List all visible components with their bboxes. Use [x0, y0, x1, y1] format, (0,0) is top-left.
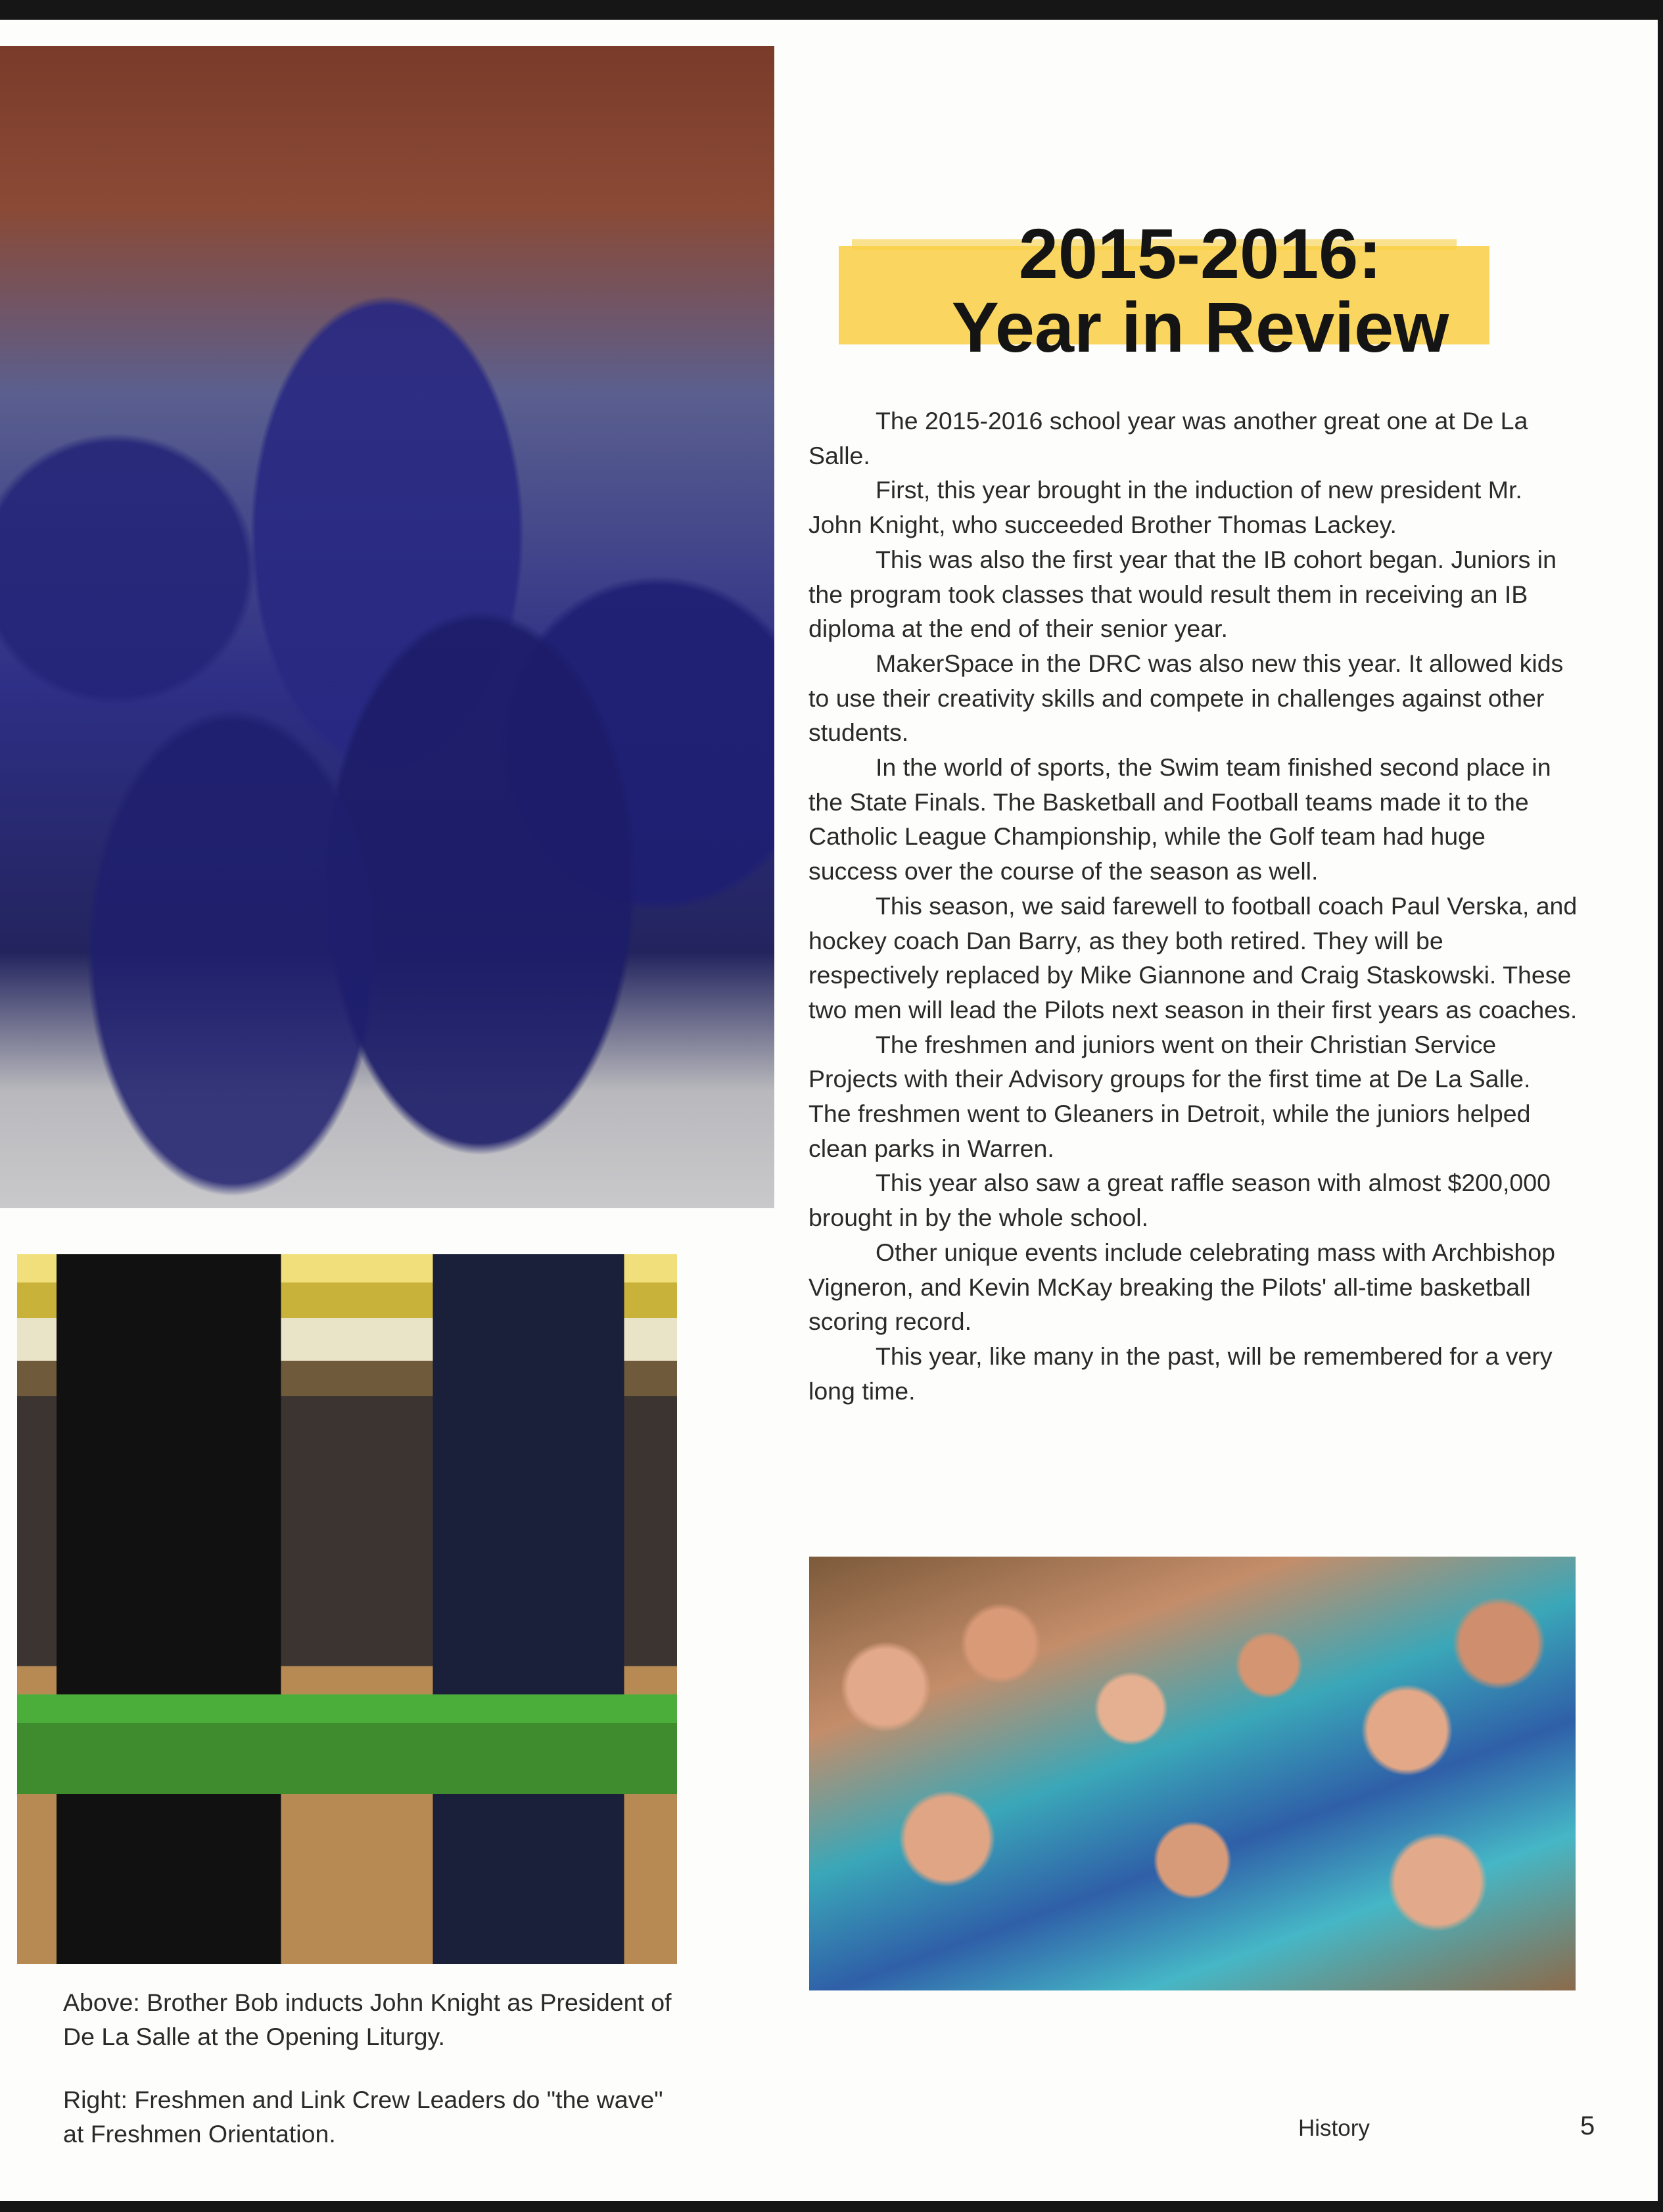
article-paragraph: The freshmen and juniors went on their Christian Service Projects with their Advisory groups for the first time at De La Salle. The freshmen went to Gleaners in Detroit, while the juniors helped clean parks in Warren.	[808, 1030, 1531, 1162]
article-paragraph: First, this year brought in the induction of new president Mr. John Knight, who succeeded Brother Thomas Lackey.	[808, 476, 1522, 539]
article-paragraph: In the world of sports, the Swim team finished second place in the State Finals. The Basketball and Football teams made it to the Catholic League Championship, while the Golf team had huge success over the course of the season as well.	[808, 753, 1551, 885]
freshmen-orientation-photo	[809, 1557, 1576, 1990]
page-number: 5	[1580, 2111, 1595, 2140]
caption-right: Right: Freshmen and Link Crew Leaders do "the wave" at Freshmen Orientation.	[63, 2086, 663, 2148]
page-sheet	[0, 20, 1658, 2201]
article-paragraph: This was also the first year that the IB cohort began. Juniors in the program took classes that would result them in receiving an IB diploma at the end of their senior year.	[808, 545, 1557, 643]
article-paragraph: MakerSpace in the DRC was also new this year. It allowed kids to use their creativity skills and compete in challenges against other students.	[808, 649, 1564, 747]
page-title-line-1: 2015-2016:	[1018, 214, 1382, 293]
article-paragraph: This year, like many in the past, will be remembered for a very long time.	[808, 1342, 1553, 1405]
article-paragraph: The 2015-2016 school year was another great one at De La Salle.	[808, 407, 1528, 469]
article-body	[808, 404, 1578, 1408]
article-paragraph: Other unique events include celebrating mass with Archbishop Vigneron, and Kevin McKay breaking the Pilots' all-time basketball scoring record.	[808, 1238, 1555, 1336]
caption-above: Above: Brother Bob inducts John Knight as President of De La Salle at the Opening Liturgy.	[63, 1988, 672, 2050]
page-title-line-2: Year in Review	[951, 287, 1449, 367]
photo-captions	[63, 1985, 688, 2180]
opening-liturgy-photo	[17, 1254, 677, 1964]
footer-section-label: History	[1298, 2115, 1370, 2141]
swim-team-photo	[0, 46, 774, 1208]
article-paragraph: This season, we said farewell to football coach Paul Verska, and hockey coach Dan Barry, as they both retired. They will be respectively replaced by Mike Giannone and Craig Staskowski. These two men will lead the Pilots next season in their first years as coaches.	[808, 891, 1578, 1024]
page-title	[839, 214, 1562, 367]
article-paragraph: This year also saw a great raffle season with almost $200,000 brought in by the whole school.	[808, 1169, 1551, 1232]
